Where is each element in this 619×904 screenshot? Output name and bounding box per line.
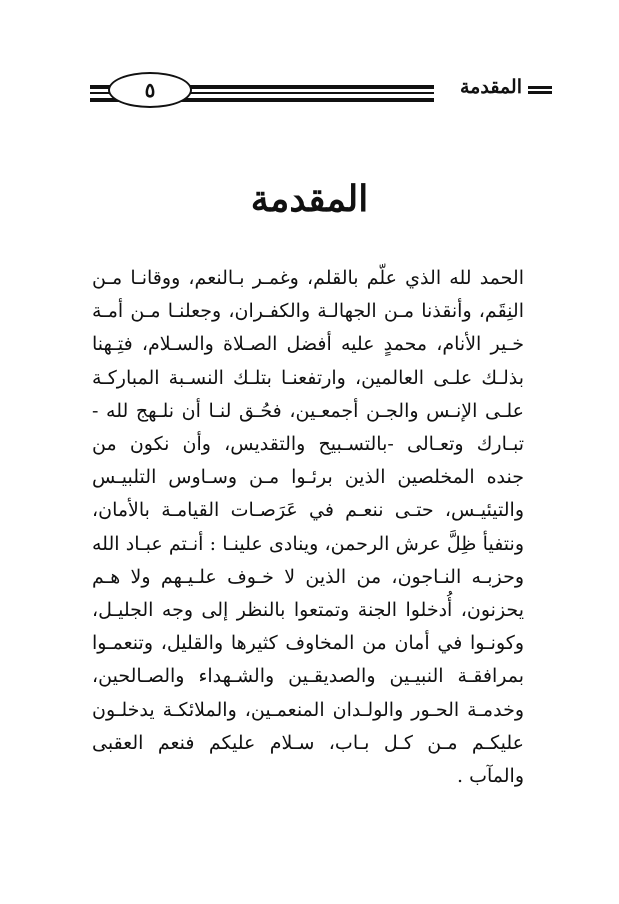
page-number: ٥ (108, 72, 192, 108)
running-head-title: المقدمة (459, 76, 522, 98)
body-paragraph: الحمد لله الذي علّم بالقلم، وغمـر بـالنعم، ووقانـا مـن النِقَم، وأنقذنا مـن الجهالـة والكفـران، وجعلنـا مـن أمـة خـير الأنام، محمدٍ عليه أفضل الصـلاة والسـلام، فتِـهنا بذلـك علـى العالمين، وارتفعنـا بتلـك النسـبة المباركـة علـى الإنـس والجـن أجمعـين، فحُـق لنـا أن نلـهج لله - تبـارك وتعـالى -بالتسـبيح والتقديس، وأن نكون من جنده المخلصين الذين برئـوا مـن وسـاوس التلبيـس والتيئيـس، حتـى ننعـم في عَرَصـات القيامـة بالأمان، ونتفيأ ظِلَّ عرش الرحمن، وينادى علينـا : أنـتم عبـاد الله وحزبـه النـاجون، من الذين لا خـوف علـيـهم ولا هـم يحزنون، أُدخلوا الجنة وتمتعوا بالنظر إلى وجه الجليـل، وكونـوا في أمان من المخاوف كثيرها والقليل، وتنعمـوا بمرافقـة النبيـين والصديقـين والشـهداء والصـالحين، وخدمـة الحـور والولـدان المنعمـين، والملائكـة يدخلـون عليكـم مـن كـل بـاب، سـلام عليكم فنعم العقبى والمآب . (92, 267, 524, 788)
chapter-title: المقدمة (250, 178, 369, 220)
page-header (90, 68, 550, 112)
running-head-mark (528, 86, 552, 94)
running-head-area (434, 68, 552, 112)
